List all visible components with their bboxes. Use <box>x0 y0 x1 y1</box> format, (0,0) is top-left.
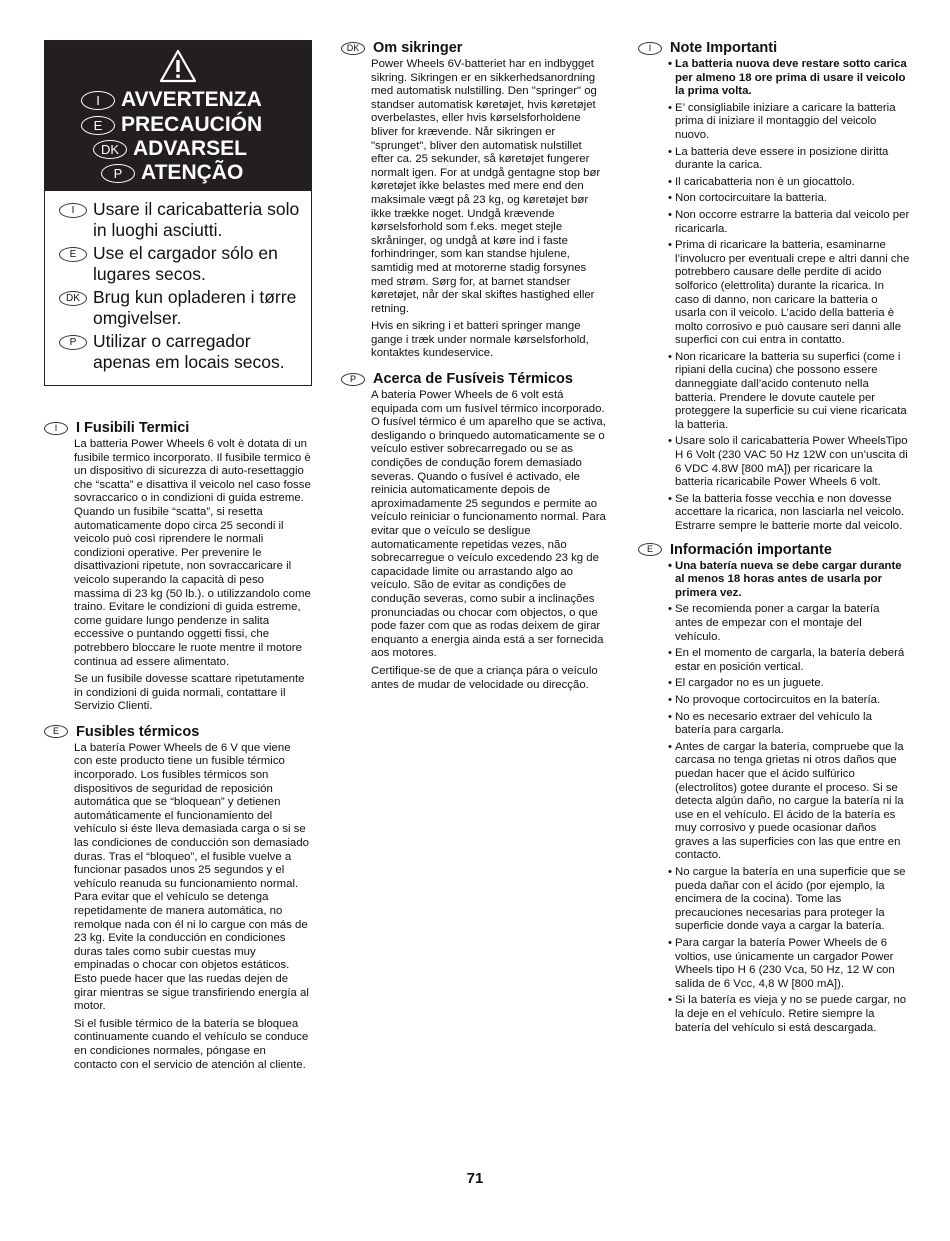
bullet-item <box>668 647 910 674</box>
bullet-item <box>668 58 910 99</box>
bullet-dot-icon: • <box>668 710 672 723</box>
bullet-item <box>668 711 910 738</box>
warning-item <box>59 331 303 373</box>
bullet-item <box>668 176 910 190</box>
warning-triangle-icon <box>159 49 197 83</box>
section-heading <box>341 40 607 56</box>
bullet-text: No cargue la batería en una superficie que se pueda dañar con el ácido (por ejemplo, la encimera de la cocina). Tome las precauciones necesarias para proteger la superficie donde vaya a cargar la batería. <box>675 866 906 933</box>
bullet-dot-icon: • <box>668 492 672 505</box>
lang-code-badge: P <box>101 164 135 183</box>
section-title: Om sikringer <box>373 40 463 56</box>
warning-header <box>45 41 311 191</box>
warning-item-text: Usare il caricabatteria solo in luoghi asciutti. <box>93 199 300 240</box>
bullet-text: E’ consigliabile iniziare a caricare la batteria prima di iniziare il montaggio del veicolo nuovo. <box>675 101 896 141</box>
warning-item-text: Utilizar o carregador apenas em locais secos. <box>93 331 285 372</box>
section-title: Información importante <box>670 541 832 558</box>
bullet-item <box>668 694 910 708</box>
bullet-item <box>668 994 910 1035</box>
section-note-importanti <box>638 40 910 534</box>
section-title: I Fusibili Termici <box>76 420 190 436</box>
bullet-dot-icon: • <box>668 350 672 363</box>
bullet-text: Se recomienda poner a cargar la batería antes de empezar con el montaje del vehículo. <box>675 603 880 643</box>
page-number: 71 <box>466 1170 484 1187</box>
bullet-dot-icon: • <box>668 693 672 706</box>
warning-item <box>59 287 303 329</box>
warning-item-text: Brug kun opladeren i tørre omgivelser. <box>93 287 297 328</box>
section-fusiveis-termicos <box>341 371 607 692</box>
lang-code-badge: P <box>59 335 87 350</box>
bullet-text: Se la batteria fosse vecchia e non dovesse accettare la ricarica, non lasciarla nel veicolo. Estrarre sempre le batterie morte dal veicolo. <box>675 492 905 532</box>
column-left <box>44 40 312 1076</box>
warning-heading-text: ATENÇÃO <box>141 161 244 184</box>
bullet-text: La batteria nuova deve restare sotto carica per almeno 18 ore prima di usare il veicolo la prima volta. <box>675 58 907 98</box>
paragraph: Se un fusibile dovesse scattare ripetutamente in condizioni di guida normali, contattare il Servizio Clienti. <box>74 673 305 713</box>
lang-code-badge: E <box>44 725 68 738</box>
bullet-text: Para cargar la batería Power Wheels de 6 voltios, use únicamente un cargador Power Wheels tipo H 6 (230 Vca, 50 Hz, 12 W con salida de 6 Vcc, 4,8 W [800 mA]). <box>675 937 895 990</box>
bullet-text: Usare solo il caricabatteria Power WheelsTipo H 6 Volt (230 VAC 50 Hz 12W con un’uscita di 6 VDC 4.8W [800 mA]) per ricaricare la batteria ricaricabile Power Wheels 6 volt. <box>675 435 908 489</box>
bullet-dot-icon: • <box>668 239 672 252</box>
warning-heading-dk <box>93 137 359 161</box>
warning-item <box>59 243 303 285</box>
bullet-item <box>668 102 910 143</box>
bullet-item <box>668 192 910 206</box>
section-informacion-importante <box>638 542 910 1036</box>
section-heading <box>341 371 607 387</box>
paragraph: Hvis en sikring i et batteri springer mange gange i træk under normale kørselsforhold, kontaktes kundeservice. <box>371 320 589 360</box>
bullet-dot-icon: • <box>668 175 672 188</box>
section-heading <box>638 40 910 56</box>
section-heading <box>44 420 312 436</box>
lang-code-badge: I <box>59 203 87 218</box>
bullet-text: No es necesario extraer del vehículo la batería para cargarla. <box>675 710 872 737</box>
bullet-item <box>668 435 910 489</box>
lang-code-badge: P <box>341 373 365 386</box>
section-heading <box>638 542 910 558</box>
warning-heading-it <box>81 88 347 112</box>
bullet-text: Una batería nueva se debe cargar durante al menos 18 horas antes de usarla por primera vez. <box>675 559 902 599</box>
lang-code-badge: E <box>81 116 115 135</box>
bullet-dot-icon: • <box>668 603 672 616</box>
bullet-dot-icon: • <box>668 866 672 879</box>
bullet-item <box>668 209 910 236</box>
lang-code-badge: DK <box>93 140 127 159</box>
section-fusibili-termici <box>44 420 312 714</box>
bullet-list <box>638 58 910 534</box>
bullet-item <box>668 866 910 934</box>
bullet-dot-icon: • <box>668 994 672 1007</box>
bullet-text: El cargador no es un juguete. <box>675 677 824 690</box>
bullet-text: Il caricabatteria non è un giocattolo. <box>675 175 855 188</box>
bullet-item <box>668 677 910 691</box>
bullet-item <box>668 351 910 433</box>
lang-code-badge: DK <box>341 42 365 55</box>
bullet-item <box>668 560 910 601</box>
warning-heading-text: AVVERTENZA <box>121 88 262 111</box>
bullet-dot-icon: • <box>668 208 672 221</box>
section-fusibles-termicos <box>44 724 312 1072</box>
bullet-text: No provoque cortocircuitos en la batería. <box>675 693 881 706</box>
bullet-text: Non occorre estrarre la batteria dal veicolo per ricaricarla. <box>675 208 910 235</box>
bullet-list <box>638 560 910 1036</box>
lang-code-badge: E <box>638 543 662 556</box>
column-right <box>638 40 910 1038</box>
bullet-item <box>668 603 910 644</box>
paragraph: La batteria Power Wheels 6 volt è dotata di un fusibile termico incorporato. Il fusibile termico è un dispositivo di sicurezza di auto-resettaggio che “scatta” e disattiva il veicolo nel caso fosse sovraccarico o in condizioni di guida estreme. Quando un fusibile “scatta”, si resetta automaticamente dopo circa 25 secondi il veicolo può così riprendere le normali condizioni operative. Per prevenire le disattivazioni ripetute, non sovraccaricare il veicolo superando la capacità di peso massima di 23 kg (50 lb.). o utilizzandolo come traino. Evitare le condizioni di guida estreme, come guidare lungo pendenze in salita eccessive o puntando oggetti fissi, che potrebbero bloccare le ruote mentre il motore continua ad essere alimentato. <box>74 438 311 668</box>
bullet-dot-icon: • <box>668 145 672 158</box>
bullet-item <box>668 937 910 991</box>
warning-heading-es <box>81 113 347 137</box>
warning-box <box>44 40 312 386</box>
section-title: Fusibles térmicos <box>76 723 200 740</box>
bullet-text: Non ricaricare la batteria su superfici (come i ripiani della cucina) che possono essere danneggiate dall’acido contenuto nella batteria. Prendere le dovute cautele per proteggere la superficie su cui viene ricaricata la batteria. <box>675 350 907 431</box>
bullet-item <box>668 239 910 348</box>
bullet-item <box>668 146 910 173</box>
warning-item-text: Use el cargador sólo en lugares secos. <box>93 243 278 284</box>
paragraph: Si el fusible térmico de la batería se bloquea continuamente cuando el vehículo se conduce en condiciones normales, póngase en contacto con el servicio de atención al cliente. <box>74 1017 309 1071</box>
bullet-dot-icon: • <box>668 559 672 572</box>
bullet-text: Non cortocircuitare la batteria. <box>675 192 827 205</box>
section-title: Acerca de Fusíveis Térmicos <box>373 371 573 388</box>
column-middle <box>341 40 607 696</box>
bullet-dot-icon: • <box>668 740 672 753</box>
paragraph: La batería Power Wheels de 6 V que viene con este producto tiene un fusible térmico incorporado. Los fusibles térmicos son dispositivos de seguridad de reposición automática que se “bloquean” y detienen automáticamente el funcionamiento del vehículo si éste lleva demasiada carga o si se las condiciones de conducción son demasiado duras. Tras el “bloqueo”, el fusible vuelve a funcionar pasados unos 25 segundos y el vehículo reanuda su funcionamiento normal. Para evitar que el vehículo se detenga repetidamente de manera automática, no remolque nada con él ni lo cargue con más de 23 kg. Evite la conducción en condiciones duras tales como subir cuestas muy empinadas o chocar con objetos estáticos. Esto puede hacer que las ruedas dejen de girar mientras se sigue transfiriendo energía al motor. <box>74 741 309 1013</box>
section-heading <box>44 724 312 740</box>
bullet-text: Si la batería es vieja y no se puede cargar, no la deje en el vehículo. Retire siempre la batería del vehículo si está descargada. <box>675 994 907 1034</box>
bullet-dot-icon: • <box>668 677 672 690</box>
bullet-text: En el momento de cargarla, la batería deberá estar en posición vertical. <box>675 647 905 673</box>
bullet-text: Antes de cargar la batería, compruebe que la carcasa no tenga grietas ni otros daños que puedan hacer que el ácido sulfúrico (electrolitos) gotee durante el proceso. Si se detecta algún daño, no cargue la batería ni la use en el vehículo. El ácido de la batería es muy corrosivo y puede ocasionar daños graves a las superficies con las que entre en contacto. <box>675 740 904 862</box>
bullet-dot-icon: • <box>668 101 672 114</box>
lang-code-badge: E <box>59 247 87 262</box>
bullet-dot-icon: • <box>668 937 672 950</box>
bullet-item <box>668 741 910 863</box>
paragraph: Certifique-se de que a criança pára o veículo antes de mudar de velocidade ou direcção. <box>371 664 598 691</box>
bullet-dot-icon: • <box>668 58 672 70</box>
bullet-dot-icon: • <box>668 647 672 660</box>
bullet-text: Prima di ricaricare la batteria, esaminarne l’involucro per eventuali crepe e altri danni che potrebbero causare delle perdite di acido solforico (elettrolita) durante la ricarica. In caso di danno, non caricare la batteria o usarla con il veicolo. L’acido della batteria è molto corrosivo e può causare seri danni alle superfici con cui entra in contatto. <box>675 239 910 347</box>
lang-code-badge: I <box>44 422 68 435</box>
warning-heading-text: ADVARSEL <box>133 137 247 160</box>
warning-heading-text: PRECAUCIÓN <box>121 113 263 136</box>
paragraph: Power Wheels 6V-batteriet har en indbygget sikring. Sikringen er en sikkerhedsanordning med automatisk nulstilling. Den "springer" og standser automatisk køretøjet, hvis køretøjet overbelastes, eller hvis kørselsforholdene bliver for krævende. Når sikringen er "sprunget", bliver den automatisk nulstillet efter ca. 25 sekunder, så køretøjet fungerer normalt igen. For at undgå gentagne stop bør køretøjet ikke belastes med mere end den maksimale vægt på 23 kg, og køretøjet bør ikke trække noget. Undgå krævende kørselsforhold som f.eks. meget stejle skråninger, og undgå at køre ind i faste forhindringer, som kan standse hjulene, samtidig med at motorerne stadig forsynes med strøm. Sørg for, at barnet standser køretøjet, når der skal skiftes hastighed eller retning. <box>371 58 601 315</box>
section-title: Note Importanti <box>670 40 778 56</box>
bullet-dot-icon: • <box>668 192 672 205</box>
warning-body <box>45 191 311 385</box>
lang-code-badge: I <box>638 42 662 55</box>
warning-heading-pt <box>101 161 367 185</box>
warning-item <box>59 199 303 241</box>
lang-code-badge: DK <box>59 291 87 306</box>
bullet-item <box>668 493 910 534</box>
section-om-sikringer <box>341 40 607 361</box>
paragraph: A bateria Power Wheels de 6 volt está equipada com um fusível térmico incorporado. O fusível térmico é um aparelho que se activa, desligando o brinquedo automaticamente se o veículo estiver sobrecarregado ou se as condições de condução forem demasiado severas. Quando o fusível é activado, ele reinicia automaticamente depois de aproximadamente 25 segundos e permite ao veículo reiniciar o funcionamento normal. Para evitar que o veículo se desligue automaticamente repetidas vezes, não sobrecarregue o veículo excedendo 23 kg de capacidade limite ou arrastando algo ao veículo. São de evitar as condições de condução severas, como subir a inclinações pronunciadas ou chocar com objectos, o que pode fazer com que as rodas deixem de girar enquanto a energia ainda está a ser fornecida aos motores. <box>371 389 606 660</box>
bullet-text: La batteria deve essere in posizione diritta durante la carica. <box>675 145 889 172</box>
bullet-dot-icon: • <box>668 435 672 448</box>
lang-code-badge: I <box>81 91 115 110</box>
